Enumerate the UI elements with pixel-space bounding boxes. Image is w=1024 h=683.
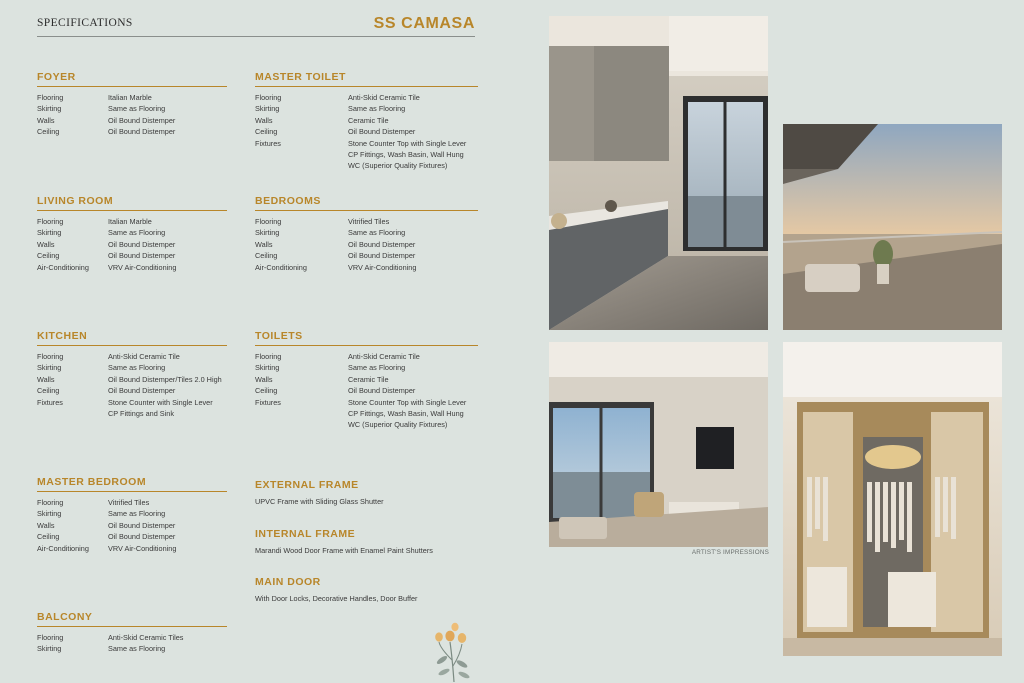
spec-row [37, 497, 227, 508]
spec-value: Same as Flooring [108, 104, 166, 114]
spec-value: VRV Air-Conditioning [108, 543, 177, 553]
spec-value: Oil Bound Distemper [108, 115, 176, 125]
spec-label: Flooring [255, 93, 282, 102]
spec-label: Flooring [37, 633, 64, 642]
kitchen-photo [549, 16, 768, 330]
section-title: BEDROOMS [255, 195, 478, 211]
spec-row [255, 408, 478, 419]
spec-value: Oil Bound Distemper [348, 251, 416, 261]
spec-row [255, 239, 478, 250]
spec-label: Flooring [37, 498, 64, 507]
spec-rows [37, 497, 227, 554]
spec-value: Oil Bound Distemper/Tiles 2.0 High [108, 374, 222, 384]
section-title: LIVING ROOM [37, 195, 227, 211]
page-title: SPECIFICATIONS [37, 17, 133, 29]
spec-value: Stone Counter with Single Lever [108, 397, 213, 407]
section-title: INTERNAL FRAME [255, 528, 356, 540]
spec-label [37, 408, 108, 419]
image-caption: ARTIST'S IMPRESSIONS [691, 549, 769, 556]
spec-value: Oil Bound Distemper [108, 520, 176, 530]
spec-rows [37, 632, 227, 655]
spec-row [255, 351, 478, 362]
section-text: UPVC Frame with Sliding Glass Shutter [255, 497, 384, 506]
spec-label: Ceiling [255, 127, 278, 137]
spec-row [255, 262, 478, 273]
spec-value: Oil Bound Distemper [108, 251, 176, 261]
spec-row [255, 115, 478, 126]
spec-label: Skirting [37, 104, 62, 114]
spec-row [37, 632, 227, 643]
spec-value: Italian Marble [108, 217, 152, 226]
spec-label: Walls [255, 115, 273, 125]
spec-row [255, 374, 478, 385]
spec-label: Flooring [37, 352, 64, 361]
spec-row [255, 138, 478, 149]
spec-label: Air-Conditioning [37, 262, 89, 272]
spec-value: Oil Bound Distemper [348, 127, 416, 137]
spec-row [37, 362, 227, 373]
spec-row [255, 385, 478, 396]
spec-value: Same as Flooring [348, 228, 406, 238]
spec-row [37, 115, 227, 126]
spec-label [255, 160, 348, 171]
foyer-section [37, 71, 227, 138]
spec-label: Fixtures [255, 138, 281, 148]
spec-label: Walls [37, 374, 55, 384]
section-title: MASTER TOILET [255, 71, 478, 87]
section-title: FOYER [37, 71, 227, 87]
spec-value: Anti-Skid Ceramic Tile [348, 93, 420, 102]
spec-value: Oil Bound Distemper [348, 386, 416, 396]
spec-row [37, 351, 227, 362]
page-header [37, 15, 475, 37]
spec-row [37, 374, 227, 385]
spec-label: Skirting [37, 644, 62, 654]
spec-value: VRV Air-Conditioning [108, 262, 177, 272]
spec-value: Oil Bound Distemper [108, 386, 176, 396]
balcony-photo [783, 124, 1002, 330]
spec-label: Ceiling [37, 251, 60, 261]
spec-value: Oil Bound Distemper [108, 532, 176, 542]
section-text: Marandi Wood Door Frame with Enamel Paint Shutters [255, 546, 433, 555]
spec-label: Flooring [255, 352, 282, 361]
spec-value: Same as Flooring [108, 644, 166, 654]
living-room-section [37, 195, 227, 273]
spec-row [37, 385, 227, 396]
living-room-photo [549, 342, 768, 547]
spec-row [255, 362, 478, 373]
spec-label [255, 419, 348, 430]
spec-value: Ceramic Tile [348, 374, 389, 384]
spec-row [255, 216, 478, 227]
spec-label: Ceiling [255, 251, 278, 261]
spec-label [255, 408, 348, 419]
spec-value: Stone Counter Top with Single Lever [348, 138, 467, 148]
section-text: With Door Locks, Decorative Handles, Door Buffer [255, 594, 418, 603]
spec-rows [255, 351, 478, 431]
spec-row [255, 126, 478, 137]
spec-value: VRV Air-Conditioning [348, 262, 417, 272]
spec-value: Italian Marble [108, 93, 152, 102]
spec-row [255, 227, 478, 238]
brand-name: SS CAMASA [373, 15, 475, 32]
spec-value: Stone Counter Top with Single Lever [348, 397, 467, 407]
spec-row [255, 160, 478, 171]
spec-label [255, 149, 348, 160]
spec-row [37, 126, 227, 137]
toilets-section [255, 330, 478, 431]
master-toilet-section [255, 71, 478, 172]
spec-rows [255, 92, 478, 172]
spec-value: Vitrified Tiles [108, 498, 150, 507]
section-title: KITCHEN [37, 330, 227, 346]
spec-label: Skirting [37, 363, 62, 373]
spec-value: WC (Superior Quality Fixtures) [348, 420, 448, 430]
spec-row [37, 262, 227, 273]
spec-row [255, 397, 478, 408]
spec-value: Oil Bound Distemper [348, 239, 416, 249]
spec-row [255, 103, 478, 114]
spec-label: Walls [37, 239, 55, 249]
spec-row [255, 149, 478, 160]
bedrooms-section [255, 195, 478, 273]
spec-value: Ceramic Tile [348, 115, 389, 125]
spec-value: Same as Flooring [348, 363, 406, 373]
spec-row [37, 227, 227, 238]
spec-value: Same as Flooring [108, 363, 166, 373]
spec-label: Skirting [255, 228, 280, 238]
spec-label: Ceiling [37, 532, 60, 542]
spec-row [255, 419, 478, 430]
master-bedroom-section [37, 476, 227, 554]
main-door-section [255, 576, 478, 604]
spec-label: Ceiling [37, 386, 60, 396]
section-title: MAIN DOOR [255, 576, 321, 588]
spec-label: Fixtures [37, 397, 63, 407]
spec-value: Oil Bound Distemper [108, 127, 176, 137]
section-title: BALCONY [37, 611, 227, 627]
internal-frame-section [255, 528, 478, 556]
spec-value: CP Fittings, Wash Basin, Wall Hung [348, 409, 464, 419]
spec-label: Flooring [255, 217, 282, 226]
spec-label: Fixtures [255, 397, 281, 407]
spec-row [37, 239, 227, 250]
spec-row [37, 397, 227, 408]
spec-label: Skirting [255, 104, 280, 114]
spec-row [37, 643, 227, 654]
spec-row [255, 92, 478, 103]
spec-label: Walls [255, 239, 273, 249]
spec-label: Walls [255, 374, 273, 384]
section-title: MASTER BEDROOM [37, 476, 227, 492]
section-title: TOILETS [255, 330, 478, 346]
spec-row [37, 520, 227, 531]
spec-value: Vitrified Tiles [348, 217, 390, 226]
spec-rows [37, 92, 227, 138]
spec-label: Skirting [37, 228, 62, 238]
spec-row [37, 531, 227, 542]
spec-label: Ceiling [37, 127, 60, 137]
spec-label: Air-Conditioning [255, 262, 307, 272]
spec-value: CP Fittings, Wash Basin, Wall Hung [348, 150, 464, 160]
spec-value: Oil Bound Distemper [108, 239, 176, 249]
spec-rows [37, 216, 227, 273]
spec-label: Skirting [255, 363, 280, 373]
spec-label: Ceiling [255, 386, 278, 396]
spec-label: Air-Conditioning [37, 543, 89, 553]
spec-value: Anti-Skid Ceramic Tile [108, 352, 180, 361]
spec-label: Walls [37, 520, 55, 530]
spec-value: WC (Superior Quality Fixtures) [348, 161, 448, 171]
spec-value: Anti-Skid Ceramic Tiles [108, 633, 184, 642]
spec-value: CP Fittings and Sink [108, 409, 174, 419]
spec-label: Flooring [37, 93, 64, 102]
flower-illustration [428, 620, 480, 683]
spec-row [37, 103, 227, 114]
spec-value: Same as Flooring [348, 104, 406, 114]
spec-row [37, 508, 227, 519]
balcony-section [37, 611, 227, 655]
spec-row [37, 216, 227, 227]
spec-label: Walls [37, 115, 55, 125]
kitchen-section [37, 330, 227, 419]
spec-row [37, 92, 227, 103]
spec-value: Anti-Skid Ceramic Tile [348, 352, 420, 361]
spec-label: Skirting [37, 509, 62, 519]
external-frame-section [255, 479, 478, 507]
spec-value: Same as Flooring [108, 228, 166, 238]
section-title: EXTERNAL FRAME [255, 479, 359, 491]
wardrobe-photo [783, 342, 1002, 656]
spec-row [37, 408, 227, 419]
spec-row [255, 250, 478, 261]
spec-value: Same as Flooring [108, 509, 166, 519]
spec-rows [37, 351, 227, 419]
spec-label: Flooring [37, 217, 64, 226]
spec-row [37, 250, 227, 261]
spec-row [37, 543, 227, 554]
spec-rows [255, 216, 478, 273]
